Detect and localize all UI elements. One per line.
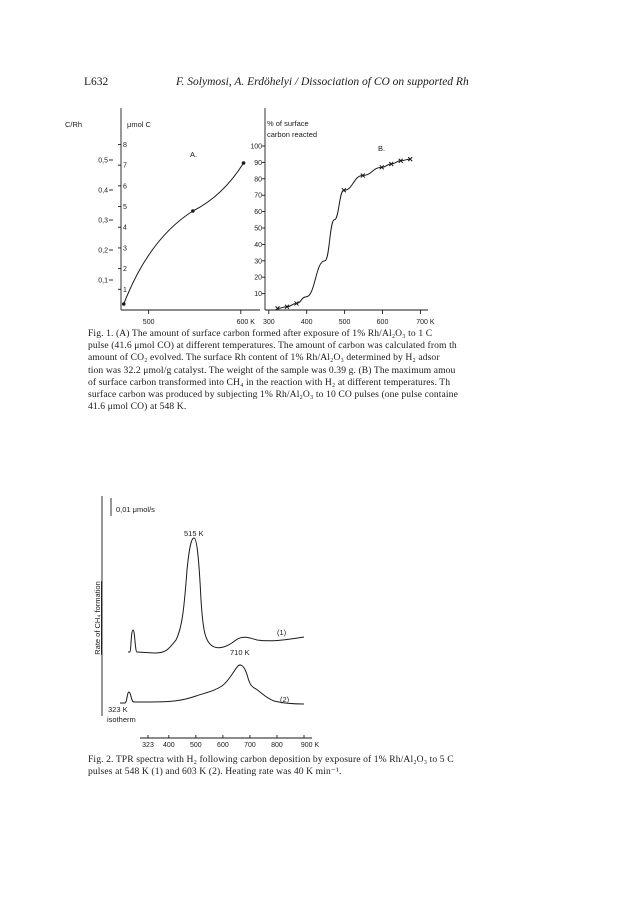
panel-a-left-tick-label: 0,4 xyxy=(98,187,108,195)
page-number: L632 xyxy=(84,76,109,88)
panel-a-left-tick-label: 0,5 xyxy=(98,157,108,165)
panel-a-right-tick-label: 1 xyxy=(123,286,127,294)
figure-2-x-tick-label: 800 xyxy=(271,742,283,749)
panel-a-data-point xyxy=(242,161,246,165)
panel-a-curve xyxy=(124,163,244,304)
panel-a-data-point xyxy=(122,302,126,306)
figure-2-x-tick-label: 600 xyxy=(217,742,229,749)
panel-a-x-tick-label: 500 xyxy=(142,319,155,326)
panel-a-right-tick-label: 8 xyxy=(123,141,127,149)
panel-a-right-tick-label: 3 xyxy=(123,245,127,253)
figure-2-caption xyxy=(88,754,454,778)
panel-b-y-tick-label: 40 xyxy=(254,241,262,249)
scale-label: 0,01 μmol/s xyxy=(116,505,155,514)
figure-2-x-tick-label: 500 xyxy=(190,742,202,749)
panel-b-y-tick-label: 90 xyxy=(254,159,262,167)
panel-a-right-tick-label: 2 xyxy=(123,266,127,274)
peak-label-710: 710 K xyxy=(230,648,250,657)
curve-label-2: (2) xyxy=(280,695,290,704)
curve-2 xyxy=(120,665,304,704)
panel-b-y-tick-label: 80 xyxy=(254,176,262,184)
panel-a-data-point xyxy=(191,209,195,213)
panel-b-y-tick-label: 50 xyxy=(254,225,262,233)
panel-b-label: B. xyxy=(378,144,386,153)
panel-a-left-tick-label: 0,3 xyxy=(98,217,108,225)
caption-line: pulse (41.6 μmol CO) at different temperatures. The amount of carbon was calculated from th xyxy=(88,340,457,352)
panel-b-y-tick-label: 20 xyxy=(254,274,262,282)
running-title: F. Solymosi, A. Erdöhelyi / Dissociation of CO on supported Rh xyxy=(176,76,469,88)
isotherm-label-word: isotherm xyxy=(107,715,136,724)
caption-line: surface carbon was produced by subjecting 1% Rh/Al₂O₃ to 10 CO pulses (one pulse containe xyxy=(88,389,458,401)
figure-2-x-tick-label: 400 xyxy=(162,742,175,749)
figure-1-panel-b xyxy=(250,108,435,326)
panel-a-left-tick-label: 0,2 xyxy=(98,247,108,255)
panel-b-x-tick-label: 400 xyxy=(300,319,313,326)
panel-a-right-tick-label: 7 xyxy=(123,162,127,170)
panel-b-x-tick-label: 600 xyxy=(376,319,389,326)
panel-a-left-tick-label: 0,1 xyxy=(98,277,108,285)
panel-a-label: A. xyxy=(190,150,198,159)
peak-label-515: 515 K xyxy=(184,529,204,538)
panel-b-curve xyxy=(278,159,411,308)
figure-2 xyxy=(90,490,350,750)
panel-b-x-tick-label: 500 xyxy=(338,319,351,326)
caption-line: amount of CO₂ evolved. The surface Rh content of 1% Rh/Al₂O₃ determined by H₂ adsor xyxy=(88,352,440,364)
panel-a-right-tick-label: 5 xyxy=(123,204,127,212)
panel-a-right-tick-label: 4 xyxy=(123,224,127,232)
caption-line: 41.6 μmol CO) at 548 K. xyxy=(88,401,187,413)
panel-a-x-tick-label: 600 K xyxy=(236,319,255,326)
panel-a-ylabel-left: C/Rh xyxy=(65,120,83,129)
figure-1 xyxy=(60,100,440,330)
panel-b-y-tick-label: 60 xyxy=(254,209,262,217)
panel-b-x-tick-label: 300 xyxy=(262,319,275,326)
panel-a-ylabel-right: μmol C xyxy=(127,120,151,129)
caption-line: tion was 32.2 μmol/g catalyst. The weight of the sample was 0.39 g. (B) The maximum amou xyxy=(88,364,456,376)
curve-label-1: (1) xyxy=(277,628,287,637)
panel-b-ylabel-line-1: % of surface xyxy=(267,119,309,128)
figure-2-x-tick-label: 323 xyxy=(142,742,154,749)
panel-b-y-tick-label: 30 xyxy=(254,258,262,266)
figure-2-ylabel: Rate of CH₄ formation xyxy=(93,581,102,655)
figure-2-x-tick-label: 900 K xyxy=(300,742,320,749)
panel-b-y-tick-label: 10 xyxy=(254,291,262,299)
panel-b-y-tick-label: 70 xyxy=(254,192,262,200)
caption-line: Fig. 2. TPR spectra with H₂ following carbon deposition by exposure of 1% Rh/Al₂O₃ to 5 C xyxy=(88,754,454,765)
caption-line: Fig. 1. (A) The amount of surface carbon formed after exposure of 1% Rh/Al₂O₃ to 1 C xyxy=(88,328,433,339)
panel-a-right-tick-label: 6 xyxy=(123,183,127,191)
panel-b-x-tick-label: 700 K xyxy=(416,319,435,326)
panel-b-ylabel-line-2: carbon reacted xyxy=(267,130,318,139)
panel-b-y-tick-label: 100 xyxy=(250,143,262,151)
caption-line: of surface carbon transformed into CH₄ in the reaction with H₂ at different temperatures. Th xyxy=(88,376,451,388)
figure-1-panel-a xyxy=(65,108,260,326)
figure-1-caption xyxy=(88,328,458,413)
caption-line: pulses at 548 K (1) and 603 K (2). Heating rate was 40 K min⁻¹. xyxy=(88,766,342,778)
isotherm-label-temp: 323 K xyxy=(108,705,128,714)
figure-2-x-tick-label: 700 xyxy=(244,742,256,749)
